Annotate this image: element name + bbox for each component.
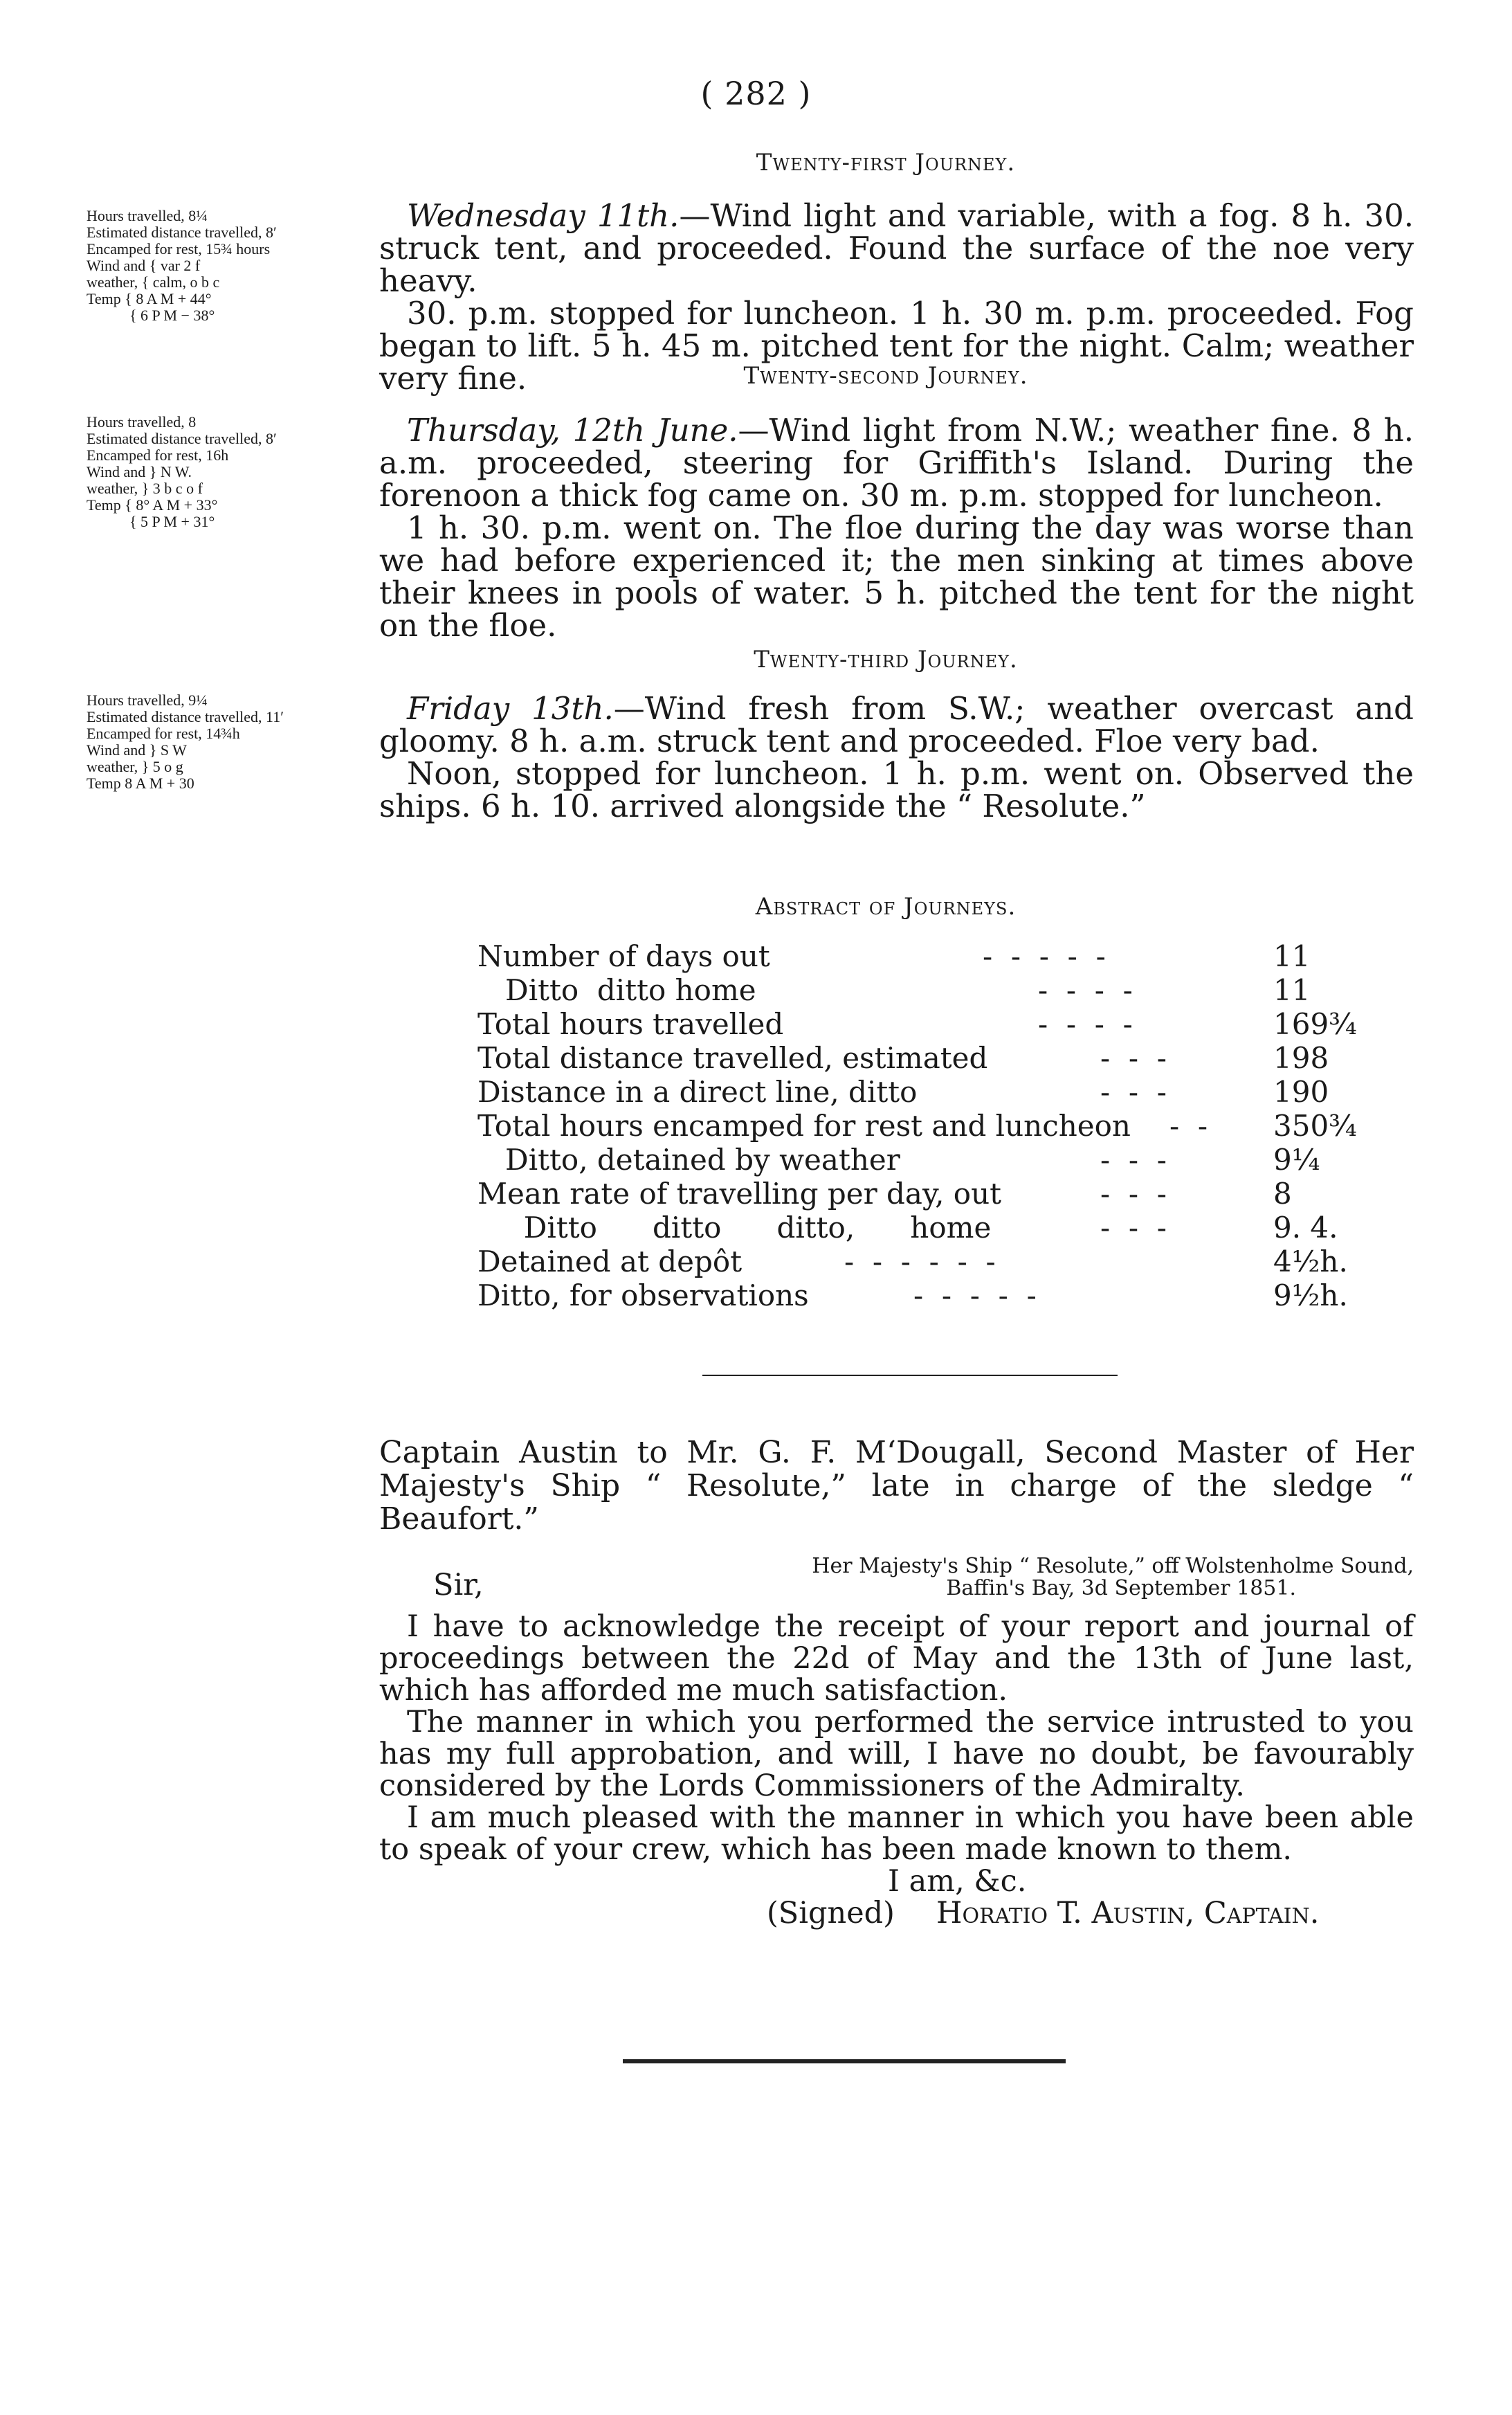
margin-line: Temp { 8 A M + 44° [86,290,212,307]
abstract-value: 190 [1273,1075,1329,1109]
abstract-label: Ditto, detained by weather [477,1143,900,1177]
abstract-dots: - - - - - - [844,1245,996,1278]
abstract-label: Ditto ditto home [477,973,756,1007]
section-divider [702,1375,1118,1376]
letter-salutation: Sir, [433,1568,484,1602]
abstract-value: 9¼ [1273,1143,1320,1177]
abstract-row [477,1245,1377,1278]
margin-line: Hours travelled, 8¼ [86,207,208,224]
abstract-label: Detained at depôt [477,1245,743,1278]
margin-line: Temp 8 A M + 30 [86,775,194,792]
journey-day: Wednesday 11th. [407,197,680,234]
abstract-dots: - - - [1100,1075,1167,1109]
letter-address: Her Majesty's Ship “ Resolute,” off Wolstenholme Sound, [812,1554,1414,1578]
journey-heading-21: Twenty-first Journey. [756,149,1016,177]
abstract-value: 11 [1273,939,1311,973]
journey-line: 1 h. 30. p.m. went on. The floe during the day was worse than we had before experienced it; the men sinking at times above their knees in pools of water. 5 h. pitched the tent for the night on the floe. [379,509,1414,644]
margin-line: Estimated distance travelled, 8′ [86,430,277,447]
margin-line: Wind and } N W. [86,463,192,480]
abstract-dots: - - - [1100,1211,1167,1245]
abstract-dots: - - - - - [913,1278,1037,1312]
abstract-row [477,973,1377,1007]
margin-note-21 [86,208,370,324]
abstract-value: 350¾ [1273,1109,1357,1143]
journey-line: 30. p.m. stopped for luncheon. 1 h. 30 m. p.m. proceeded. Fog began to lift. 5 h. 45 m. pitched tent for the night. Calm; weather very fine. [379,295,1414,397]
margin-line: Estimated distance travelled, 8′ [86,224,277,241]
abstract-table [477,939,1377,1312]
margin-line: Encamped for rest, 15¾ hours [86,240,271,257]
letter-closing: I am, &c. [888,1864,1027,1899]
margin-line: Temp { 8° A M + 33° [86,496,218,514]
margin-line: Wind and } S W [86,741,187,759]
margin-line: { 5 P M + 31° [129,513,215,530]
abstract-row [477,1075,1377,1109]
letter-title: Captain Austin to Mr. G. F. M‘Dougall, Second Master of Her Majesty's Ship “ Resolute,” late in charge of the sledge “ Beaufort.” [379,1435,1414,1537]
abstract-row [477,939,1377,973]
abstract-label: Mean rate of travelling per day, out [477,1177,1002,1211]
abstract-value: 8 [1273,1177,1292,1211]
abstract-label: Total hours encamped for rest and luncheon [477,1109,1131,1143]
letter-address: Baffin's Bay, 3d September 1851. [946,1576,1296,1600]
letter [379,1436,1414,1929]
journey-line: —Wind fresh from S.W.; weather overcast and gloomy. 8 h. a.m. struck tent and proceeded. Floe very bad. [379,690,1414,759]
journey-text-22 [379,414,1414,642]
abstract-dots: - - - [1100,1177,1167,1211]
margin-line: Encamped for rest, 16h [86,446,229,464]
journey-day: Thursday, 12th June. [407,412,738,449]
letter-paragraph: I have to acknowledge the receipt of your report and journal of proceedings between the 22d of May and the 13th of June last, which has afforded me much satisfaction. [379,1609,1414,1708]
abstract-dots: - - - - [1038,973,1133,1007]
margin-line: Estimated distance travelled, 11′ [86,708,284,725]
abstract-row [477,1041,1377,1075]
abstract-label: Ditto, for observations [477,1278,809,1312]
margin-line: Encamped for rest, 14¾h [86,725,240,742]
letter-signature: Horatio T. Austin, Captain. [936,1896,1320,1930]
journey-line: —Wind light and variable, with a fog. 8 h. 30. struck tent, and proceeded. Found the surface of the noe very heavy. [379,197,1414,299]
page-number: ( 282 ) [700,75,812,112]
abstract-value: 198 [1273,1041,1329,1075]
abstract-dots: - - - - [1038,1007,1133,1041]
letter-signature-block [379,1897,1414,1929]
letter-paragraph: I am much pleased with the manner in which you have been able to speak of your crew, which has been made known to them. [379,1800,1414,1867]
abstract-label: Ditto ditto ditto, home [477,1211,992,1245]
journey-line: Noon, stopped for luncheon. 1 h. p.m. went on. Observed the ships. 6 h. 10. arrived alongside the “ Resolute.” [379,755,1414,824]
margin-line: Hours travelled, 8 [86,413,197,431]
abstract-value: 11 [1273,973,1311,1007]
margin-note-23 [86,692,370,792]
journey-heading-22: Twenty-second Journey. [743,362,1028,390]
margin-line: { 6 P M − 38° [129,307,215,324]
abstract-label: Number of days out [477,939,770,973]
journey-line: —Wind light from N.W.; weather fine. 8 h. a.m. proceeded, steering for Griffith's Island. During the forenoon a thick fog came on. 30 m. p.m. stopped for luncheon. [379,412,1414,514]
letter-header [379,1555,1414,1604]
abstract-value: 169¾ [1273,1007,1357,1041]
abstract-dots: - - - - - [983,939,1106,973]
margin-line: weather, } 3 b c o f [86,480,203,497]
margin-line: Hours travelled, 9¼ [86,691,208,709]
journey-heading-23: Twenty-third Journey. [754,646,1018,673]
abstract-value: 9½h. [1273,1278,1348,1312]
margin-line: weather, { calm, o b c [86,273,220,291]
abstract-row [477,1211,1377,1245]
letter-paragraph: The manner in which you performed the service intrusted to you has my full approbation, and will, I have no doubt, be favourably considered by the Lords Commissioners of the Admiralty. [379,1705,1414,1803]
abstract-label: Total distance travelled, estimated [477,1041,988,1075]
margin-line: weather, } 5 o g [86,758,183,775]
abstract-row [477,1109,1377,1143]
abstract-dots: - - - [1100,1143,1167,1177]
abstract-row [477,1278,1377,1312]
abstract-row [477,1007,1377,1041]
margin-note-22 [86,414,370,530]
abstract-row [477,1177,1377,1211]
journey-text-23 [379,692,1414,822]
abstract-dots: - - - [1100,1041,1167,1075]
abstract-label: Total hours travelled [477,1007,784,1041]
abstract-value: 4½h. [1273,1245,1348,1278]
abstract-label: Distance in a direct line, ditto [477,1075,918,1109]
abstract-heading: Abstract of Journeys. [755,893,1017,921]
journey-day: Friday 13th. [407,690,614,727]
letter-signed: (Signed) [767,1896,895,1930]
abstract-row [477,1143,1377,1177]
end-rule [623,2059,1066,2063]
abstract-dots: - - [1169,1109,1208,1143]
abstract-value: 9. 4. [1273,1211,1338,1245]
margin-line: Wind and { var 2 f [86,257,201,274]
